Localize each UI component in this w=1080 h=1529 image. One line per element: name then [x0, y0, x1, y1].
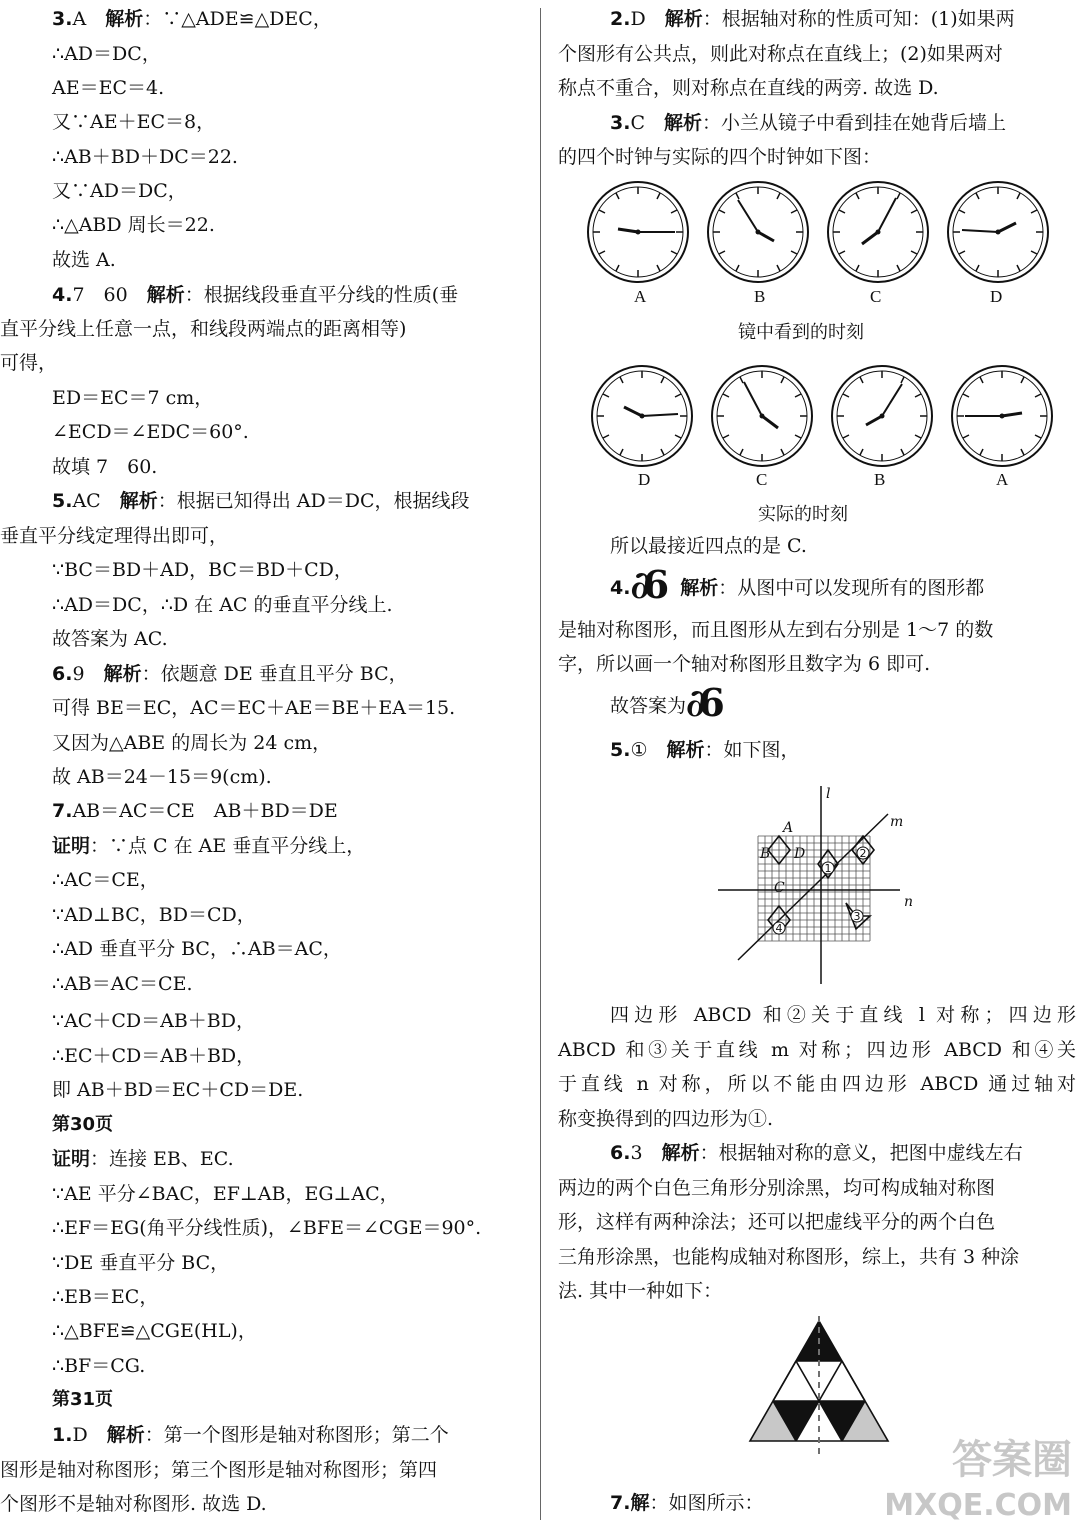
line: ∵BC＝BD＋AD，BC＝BD＋CD，	[52, 559, 353, 581]
line: 称变换得到的四边形为①.	[558, 1108, 774, 1130]
question-number: 6.	[52, 663, 73, 685]
line: ∴△BFE≌△CGE(HL)，	[52, 1320, 257, 1342]
label-b: B	[760, 846, 771, 862]
line: ：根据轴对称的意义，把图中虚线左右	[699, 1142, 1023, 1164]
q7-first-line	[52, 798, 338, 824]
line: 个图形不是轴对称图形. 故选 D.	[0, 1493, 267, 1515]
line: ∴EB＝EC，	[52, 1286, 159, 1308]
line: ∠ECD＝∠EDC＝60°.	[52, 421, 249, 443]
clock-label: A	[996, 470, 1009, 489]
line: 是轴对称图形，而且图形从左到右分别是 1～7 的数	[558, 619, 994, 641]
keyword: 证明	[52, 835, 91, 857]
line: 故选 A.	[52, 249, 116, 271]
keyword: 解析	[664, 8, 703, 30]
line: 称点不重合，则对称点在直线的两旁. 故选 D.	[558, 77, 939, 99]
line: ∵AC＋CD＝AB＋BD，	[52, 1010, 255, 1032]
line: ∵AE 平分∠BAC，EF⊥AB，EG⊥AC，	[52, 1183, 399, 1205]
line: 故答案为 AC.	[52, 628, 168, 650]
keyword: 解析	[105, 8, 144, 30]
line: ：连接 EB、EC.	[90, 1148, 234, 1170]
answer: AC	[72, 490, 101, 512]
keyword: 解	[630, 1492, 650, 1514]
line: ∴AB＋BD＋DC＝22.	[52, 146, 238, 168]
keyword: 解析	[664, 112, 703, 134]
clock-label: C	[870, 287, 882, 306]
label-4: 4	[775, 922, 783, 935]
line: ED＝EC＝7 cm，	[52, 387, 214, 409]
q6-first-line	[52, 661, 408, 687]
clock-face	[952, 366, 1052, 466]
line: ∴EF＝EG(角平分线性质)，∠BFE＝∠CGE＝90°.	[52, 1217, 482, 1239]
label-m: m	[890, 814, 904, 830]
question-number: 3.	[52, 8, 73, 30]
answer: 3	[630, 1142, 643, 1164]
grid-symmetry-figure	[718, 780, 918, 986]
q4-first-line	[52, 282, 458, 308]
answer: ①	[630, 739, 648, 761]
keyword: 解析	[119, 490, 158, 512]
line: ：根据已知得出 AD＝DC，根据线段	[157, 490, 470, 512]
q4-answer-line	[610, 680, 723, 725]
column-divider	[540, 8, 541, 1520]
line: 两边的两个白色三角形分别涂黑，均可构成轴对称图	[558, 1177, 996, 1199]
keyword: 解析	[146, 284, 185, 306]
line: 法. 其中一种如下：	[558, 1280, 723, 1302]
label-3: 3	[853, 910, 861, 923]
watermark-url: MXQE.COM	[884, 1488, 1072, 1523]
line: ∴AC＝CE，	[52, 869, 159, 891]
line: ：第一个图形是轴对称图形；第二个	[144, 1424, 449, 1446]
line: 故答案为	[610, 695, 687, 717]
question-number: 6.	[610, 1142, 631, 1164]
line: ：如图所示：	[649, 1492, 764, 1514]
clock-face	[948, 182, 1048, 282]
line: ∴BF＝CG.	[52, 1355, 146, 1377]
question-number: 1.	[52, 1424, 73, 1446]
line: 四边形 ABCD 和②关于直线 l 对称；四边形	[610, 1004, 1076, 1026]
line: ABCD 和③关于直线 m 对称；四边形 ABCD 和④关	[558, 1039, 1076, 1061]
line: ∵AD⊥BC，BD＝CD，	[52, 904, 256, 926]
keyword: 解析	[680, 577, 719, 599]
question-number: 2.	[610, 8, 631, 30]
triangle-figure	[744, 1316, 894, 1466]
line: ：根据轴对称的性质可知：(1)如果两	[702, 8, 1015, 30]
line: 三角形涂黑，也能构成轴对称图形，综上，共有 3 种涂	[558, 1246, 1020, 1268]
line: 垂直平分线定理得出即可，	[0, 525, 229, 547]
clock-face	[828, 182, 928, 282]
label-n: n	[904, 894, 914, 910]
clock-face	[712, 366, 812, 466]
answer: A	[72, 8, 87, 30]
question-number: 5.	[52, 490, 73, 512]
answer: D	[72, 1424, 88, 1446]
figure-caption: 镜中看到的时刻	[738, 322, 864, 343]
q3-right-first-line	[610, 110, 1006, 136]
label-a: A	[783, 820, 794, 836]
question-number: 7.	[52, 800, 73, 822]
watermark-logo: 答案圈	[952, 1437, 1072, 1483]
clock-face	[592, 366, 692, 466]
q2-first-line	[610, 6, 1015, 32]
question-number: 4.	[52, 284, 73, 306]
line: 于直线 n 对称，所以不能由四边形 ABCD 通过轴对	[558, 1073, 1076, 1095]
keyword: 解析	[103, 663, 142, 685]
clock-face	[832, 366, 932, 466]
line: 个图形有公共点，则此对称点在直线上；(2)如果两对	[558, 43, 1003, 65]
p31-q1-first-line	[52, 1422, 449, 1448]
question-number: 5.	[610, 739, 631, 761]
answer: C	[630, 112, 645, 134]
q3-first-line	[52, 6, 332, 32]
clock-label: D	[638, 470, 651, 489]
clock-label: B	[754, 287, 766, 306]
figure-caption: 实际的时刻	[758, 504, 848, 525]
answer: AB＝AC＝CE AB＋BD＝DE	[72, 800, 338, 822]
line: ∵DE 垂直平分 BC，	[52, 1252, 230, 1274]
p30-proof-line	[52, 1146, 234, 1172]
line: ∴AD＝DC，	[52, 43, 161, 65]
line: 可得，	[0, 352, 58, 374]
line: ∴AD 垂直平分 BC，∴AB＝AC，	[52, 938, 342, 960]
line: 字，所以画一个轴对称图形且数字为 6 即可.	[558, 653, 931, 675]
line: ∴AD＝DC，∴D 在 AC 的垂直平分线上.	[52, 594, 393, 616]
keyword: 解析	[661, 1142, 700, 1164]
q7-right-first-line	[610, 1490, 763, 1516]
line: ：根据线段垂直平分线的性质(垂	[184, 284, 459, 306]
q7-proof-line	[52, 833, 365, 859]
answer: 9	[72, 663, 85, 685]
line: 故填 7 60.	[52, 456, 158, 478]
clock-face	[588, 182, 688, 282]
q5-first-line	[52, 488, 470, 514]
line: ：从图中可以发现所有的图形都	[718, 577, 985, 599]
line: ：小兰从镜子中看到挂在她背后墙上	[702, 112, 1007, 134]
section-heading: 第31页	[52, 1389, 114, 1410]
line: 即 AB＋BD＝EC＋CD＝DE.	[52, 1079, 304, 1101]
clock-label: A	[634, 287, 647, 306]
line: 又因为△ABE 的周长为 24 cm，	[52, 732, 332, 754]
line: 又∵AD＝DC，	[52, 180, 187, 202]
line: ∴△ABD 周长＝22.	[52, 214, 215, 236]
question-number: 3.	[610, 112, 631, 134]
line: ∴AB＝AC＝CE.	[52, 973, 193, 995]
line: 可得 BE＝EC，AC＝EC＋AE＝BE＋EA＝15.	[52, 697, 456, 719]
line: 图形是轴对称图形；第三个图形是轴对称图形；第四	[0, 1459, 438, 1481]
label-c: C	[774, 880, 785, 896]
line: 所以最接近四点的是 C.	[610, 535, 807, 557]
line: .	[716, 695, 723, 717]
line: 直平分线上任意一点，和线段两端点的距离相等)	[0, 318, 407, 340]
line: 的四个时钟与实际的四个时钟如下图：	[558, 146, 882, 168]
section-heading: 第30页	[52, 1114, 114, 1135]
q6-right-first-line	[610, 1140, 1023, 1166]
clock-label: C	[756, 470, 768, 489]
clock-label: B	[874, 470, 886, 489]
answer: 7 60	[72, 284, 128, 306]
line: ：依题意 DE 垂直且平分 BC，	[141, 663, 408, 685]
line: ∴EC＋CD＝AB＋BD，	[52, 1045, 256, 1067]
mirror-six-glyph: ∂6	[630, 562, 662, 607]
line: 又∵AE＋EC＝8，	[52, 111, 216, 133]
line: 形，这样有两种涂法；还可以把虚线平分的两个白色	[558, 1211, 996, 1233]
line: AE＝EC＝4.	[52, 77, 165, 99]
line: ：∵点 C 在 AE 垂直平分线上，	[90, 835, 366, 857]
line: ：∵△ADE≌△DEC，	[143, 8, 332, 30]
answer: D	[630, 8, 646, 30]
label-2: 2	[859, 847, 867, 860]
line: 故 AB＝24－15＝9(cm).	[52, 766, 272, 788]
label-1: 1	[824, 862, 832, 875]
keyword: 证明	[52, 1148, 91, 1170]
q5-right-first-line	[610, 737, 800, 763]
label-d: D	[794, 846, 806, 862]
question-number: 7.	[610, 1492, 631, 1514]
keyword: 解析	[666, 739, 705, 761]
clock-face	[708, 182, 808, 282]
clock-label: D	[990, 287, 1003, 306]
keyword: 解析	[106, 1424, 145, 1446]
label-l: l	[826, 786, 831, 802]
mirror-six-glyph: ∂6	[686, 680, 717, 725]
line: ：如下图，	[704, 739, 800, 761]
question-number: 4.	[610, 577, 631, 599]
q4-right-first-line	[610, 562, 985, 607]
actual-clocks-figure	[586, 360, 1066, 472]
